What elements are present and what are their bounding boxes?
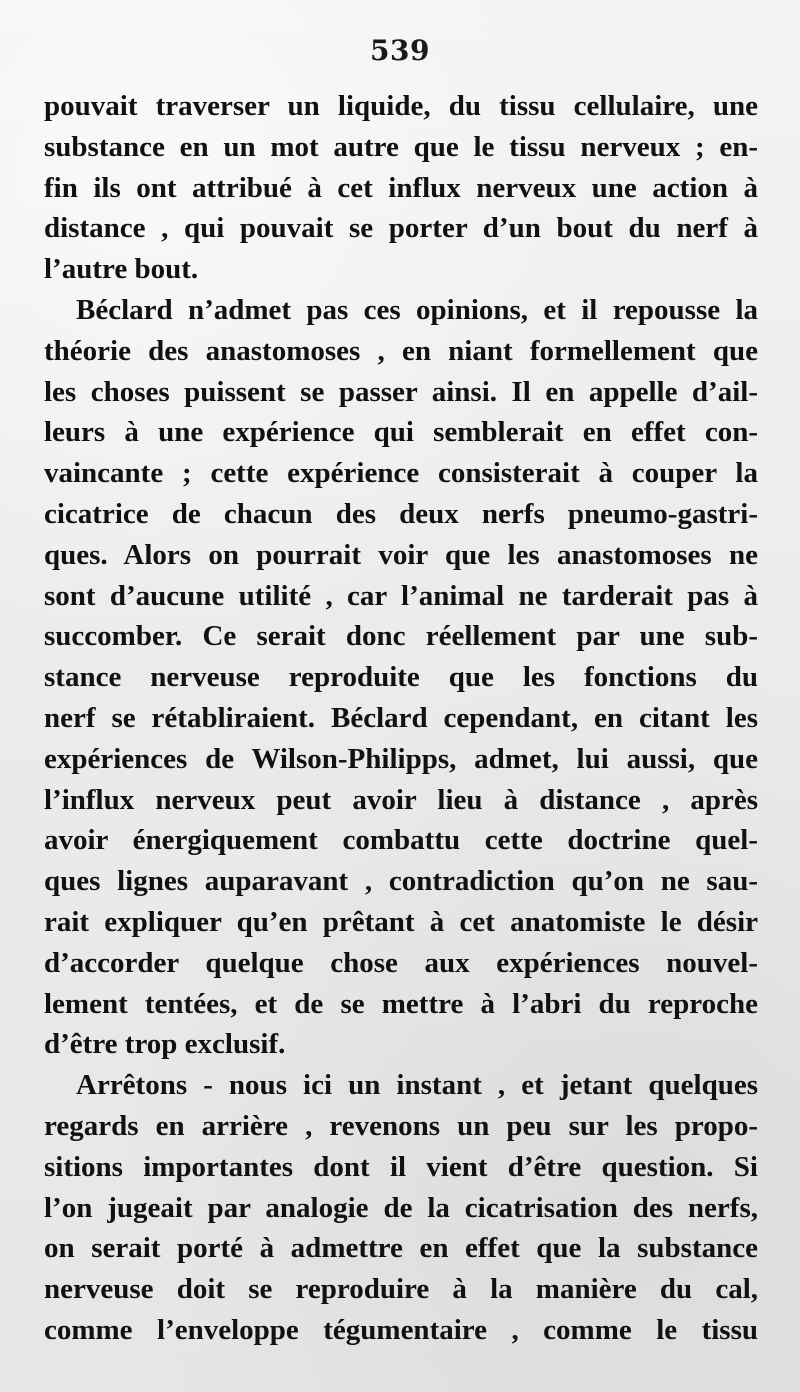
text-line: substance en un mot autre que le tissu nerveux ; en- bbox=[44, 130, 758, 163]
text-line: on serait porté à admettre en effet que la substance bbox=[44, 1232, 758, 1265]
text-line: vaincante ; cette expérience consisterait à couper la bbox=[44, 457, 758, 490]
text-line: pouvait traverser un liquide, du tissu cellulaire, une bbox=[44, 90, 758, 122]
text-line: succomber. Ce serait donc réellement par une sub- bbox=[44, 620, 758, 653]
page-number: 539 bbox=[370, 34, 430, 67]
text-line: fin ils ont attribué à cet influx nerveux une action à bbox=[44, 171, 758, 204]
text-line: sont d’aucune utilité , car l’animal ne tarderait pas à bbox=[44, 579, 758, 612]
text-line: stance nerveuse reproduite que les fonctions du bbox=[44, 661, 758, 694]
text-line: rait expliquer qu’en prêtant à cet anatomiste le désir bbox=[44, 905, 758, 938]
text-line: expériences de Wilson-Philipps, admet, lui aussi, que bbox=[44, 742, 758, 775]
text-line: l’autre bout. bbox=[44, 253, 199, 286]
text-line: Béclard n’admet pas ces opinions, et il repousse la bbox=[76, 293, 758, 326]
text-line: nerf se rétabliraient. Béclard cependant, en citant les bbox=[44, 701, 758, 734]
text-line: comme l’enveloppe tégumentaire , comme le tissu bbox=[44, 1313, 758, 1346]
text-line: ques lignes auparavant , contradiction qu’on ne sau- bbox=[44, 865, 758, 898]
text-line: l’on jugeait par analogie de la cicatrisation des nerfs, bbox=[44, 1191, 758, 1224]
text-line: théorie des anastomoses , en niant formellement que bbox=[44, 334, 758, 367]
text-line: lement tentées, et de se mettre à l’abri du reproche bbox=[44, 987, 758, 1020]
body-text bbox=[44, 86, 758, 1351]
text-line: les choses puissent se passer ainsi. Il en appelle d’ail- bbox=[44, 375, 758, 408]
text-line: leurs à une expérience qui semblerait en effet con- bbox=[44, 416, 758, 449]
text-line: cicatrice de chacun des deux nerfs pneumo-gastri- bbox=[44, 497, 758, 530]
text-line: avoir énergiquement combattu cette doctrine quel- bbox=[44, 824, 758, 857]
text-line: sitions importantes dont il vient d’être question. Si bbox=[44, 1150, 758, 1183]
text-line: l’influx nerveux peut avoir lieu à distance , après bbox=[44, 783, 758, 816]
text-line: Arrêtons - nous ici un instant , et jetant quelques bbox=[76, 1069, 758, 1102]
text-line: distance , qui pouvait se porter d’un bout du nerf à bbox=[44, 212, 758, 245]
text-line: nerveuse doit se reproduire à la manière du cal, bbox=[44, 1273, 758, 1306]
text-line: d’être trop exclusif. bbox=[44, 1028, 286, 1061]
text-line: d’accorder quelque chose aux expériences nouvel- bbox=[44, 946, 758, 979]
text-line: regards en arrière , revenons un peu sur les propo- bbox=[44, 1109, 758, 1142]
text-line: ques. Alors on pourrait voir que les anastomoses ne bbox=[44, 538, 758, 571]
